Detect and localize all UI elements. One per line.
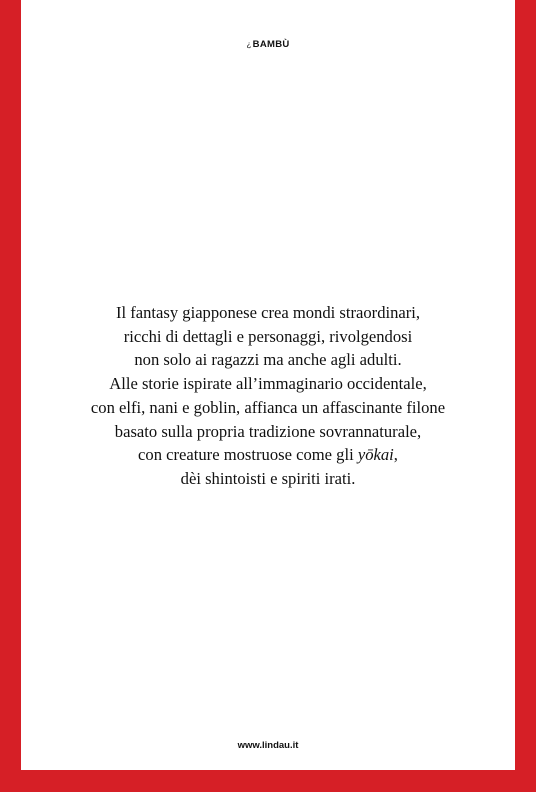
blurb-line-end: , (393, 445, 398, 465)
blurb-line-start: con creature mostruose come gli (138, 445, 358, 465)
blurb-line (21, 443, 515, 467)
blurb-line: con elfi, nani e goblin, affianca un affascinante filone (90, 397, 446, 417)
publisher-website: www.lindau.it (237, 740, 299, 751)
series-logo-mark: ¿ (246, 40, 252, 49)
blurb-text (21, 301, 515, 491)
yokai-term: yōkai (357, 445, 394, 465)
back-cover-page (21, 0, 515, 770)
blurb-line: dèi shintoisti e spiriti irati. (180, 468, 356, 488)
blurb-line: Il fantasy giapponese crea mondi straordinari, (115, 303, 421, 322)
series-logo-name: BAMBÙ (252, 39, 290, 50)
blurb-line: non solo ai ragazzi ma anche agli adulti. (134, 350, 402, 370)
series-logo (21, 39, 515, 50)
blurb-line: basato sulla propria tradizione sovrannaturale, (114, 421, 422, 441)
blurb-line: ricchi di dettagli e personaggi, rivolgendosi (123, 326, 413, 346)
blurb-line: Alle storie ispirate all’immaginario occidentale, (109, 374, 427, 394)
